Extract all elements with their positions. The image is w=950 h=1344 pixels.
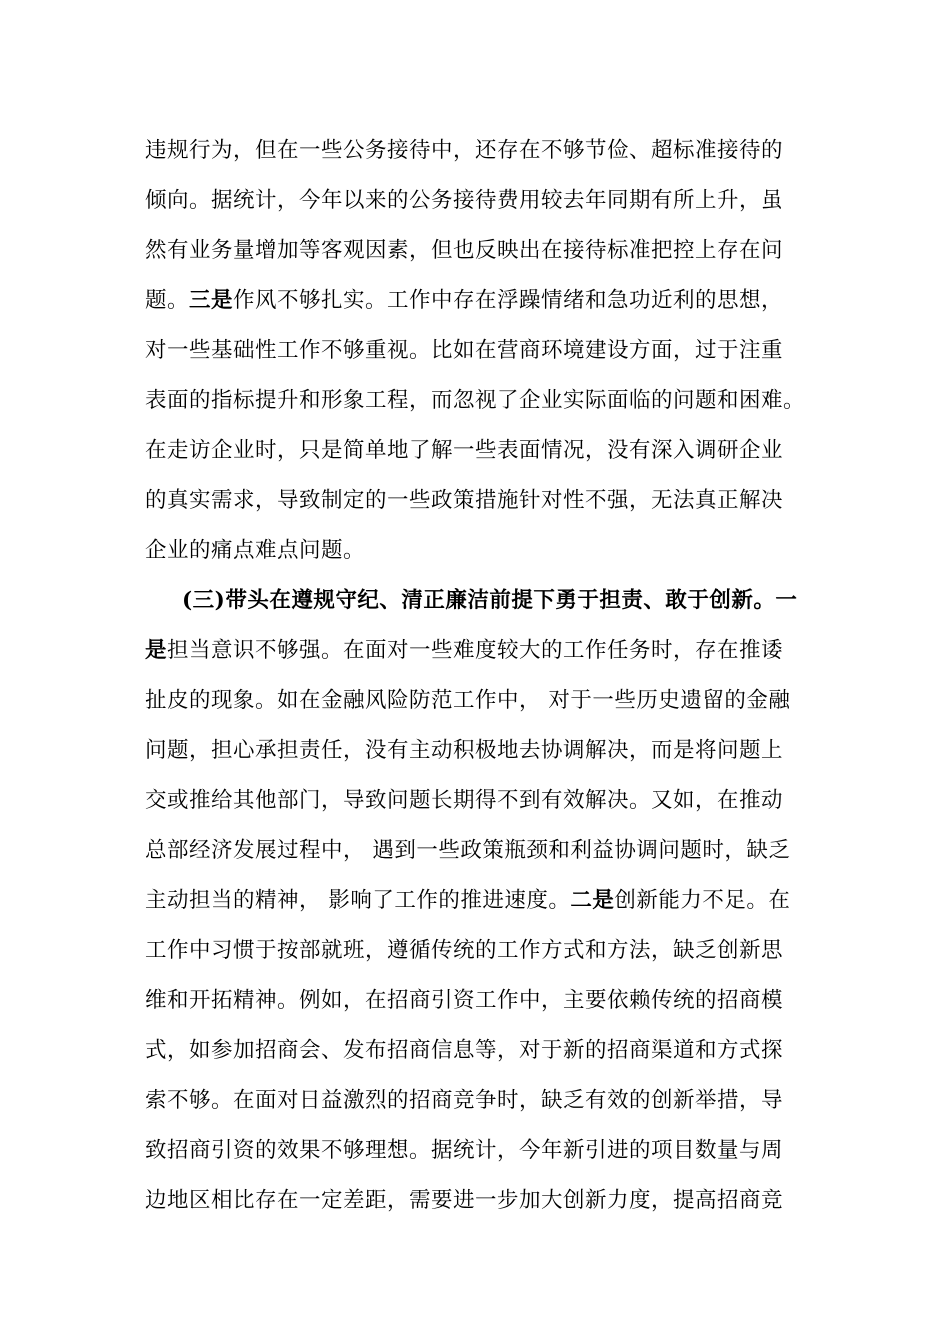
- text-run: 索不够。在面对日益激烈的招商竞争时，缺乏有效的创新举措，导: [145, 1088, 784, 1113]
- bold-marker: 三是: [189, 288, 234, 313]
- text-line: [145, 726, 783, 776]
- text-run: 边地区相比存在一定差距，需要进一步加大创新力度，提高招商竞: [145, 1188, 784, 1213]
- text-line: [145, 376, 805, 426]
- text-line: [145, 926, 783, 976]
- bold-marker: 二是: [570, 888, 615, 913]
- text-run: 主动担当的精神， 影响了工作的推进速度。: [145, 888, 571, 913]
- text-run: 违规行为，但在一些公务接待中，还存在不够节俭、超标准接待的: [145, 138, 784, 163]
- text-line: [145, 876, 790, 926]
- text-line: [145, 1176, 783, 1226]
- text-run: 题。: [145, 288, 190, 313]
- text-line: [145, 176, 783, 226]
- text-line: [145, 526, 365, 576]
- bold-marker: 是: [145, 638, 168, 663]
- text-line: [145, 426, 783, 476]
- text-line: [145, 326, 783, 376]
- text-run: 对一些基础性工作不够重视。比如在营商环境建设方面，过于注重: [145, 338, 784, 363]
- text-line: [145, 626, 783, 676]
- text-run: 然有业务量增加等客观因素，但也反映出在接待标准把控上存在问: [145, 238, 784, 263]
- text-line: [145, 1076, 783, 1126]
- text-run: 致招商引资的效果不够理想。据统计，今年新引进的项目数量与周: [145, 1138, 784, 1163]
- text-line: [145, 826, 790, 876]
- text-line: [145, 1026, 783, 1076]
- text-run: 问题，担心承担责任，没有主动积极地去协调解决，而是将问题上: [145, 738, 784, 763]
- text-run: 创新能力不足。在: [614, 888, 791, 913]
- text-line: [145, 476, 783, 526]
- section-heading: (三)带头在遵规守纪、清正廉洁前提下勇于担责、敢于创新。一: [182, 588, 798, 613]
- text-line: [145, 276, 783, 326]
- text-line: [145, 1126, 783, 1176]
- text-line: [145, 126, 783, 176]
- text-run: 的真实需求，导致制定的一些政策措施针对性不强，无法真正解决: [145, 488, 784, 513]
- text-run: 担当意识不够强。在面对一些难度较大的工作任务时，存在推诿: [167, 638, 784, 663]
- text-run: 倾向。据统计，今年以来的公务接待费用较去年同期有所上升，虽: [145, 188, 784, 213]
- text-run: 维和开拓精神。例如，在招商引资工作中，主要依赖传统的招商模: [145, 988, 784, 1013]
- text-run: 在走访企业时，只是简单地了解一些表面情况，没有深入调研企业: [145, 438, 784, 463]
- text-run: 表面的指标提升和形象工程，而忽视了企业实际面临的问题和困难。: [145, 388, 806, 413]
- text-run: 式，如参加招商会、发布招商信息等，对于新的招商渠道和方式探: [145, 1038, 784, 1063]
- text-run: 企业的痛点难点问题。: [145, 538, 366, 563]
- text-run: 扯皮的现象。如在金融风险防范工作中， 对于一些历史遗留的金融: [145, 688, 791, 713]
- text-line: [145, 976, 783, 1026]
- section-heading-line: [182, 576, 797, 626]
- text-line: [145, 676, 790, 726]
- text-run: 交或推给其他部门，导致问题长期得不到有效解决。又如，在推动: [145, 788, 784, 813]
- text-line: [145, 776, 783, 826]
- text-run: 作风不够扎实。工作中存在浮躁情绪和急功近利的思想，: [233, 288, 784, 313]
- text-line: [145, 226, 783, 276]
- text-run: 总部经济发展过程中， 遇到一些政策瓶颈和利益协调问题时，缺乏: [145, 838, 791, 863]
- text-run: 工作中习惯于按部就班，遵循传统的工作方式和方法，缺乏创新思: [145, 938, 784, 963]
